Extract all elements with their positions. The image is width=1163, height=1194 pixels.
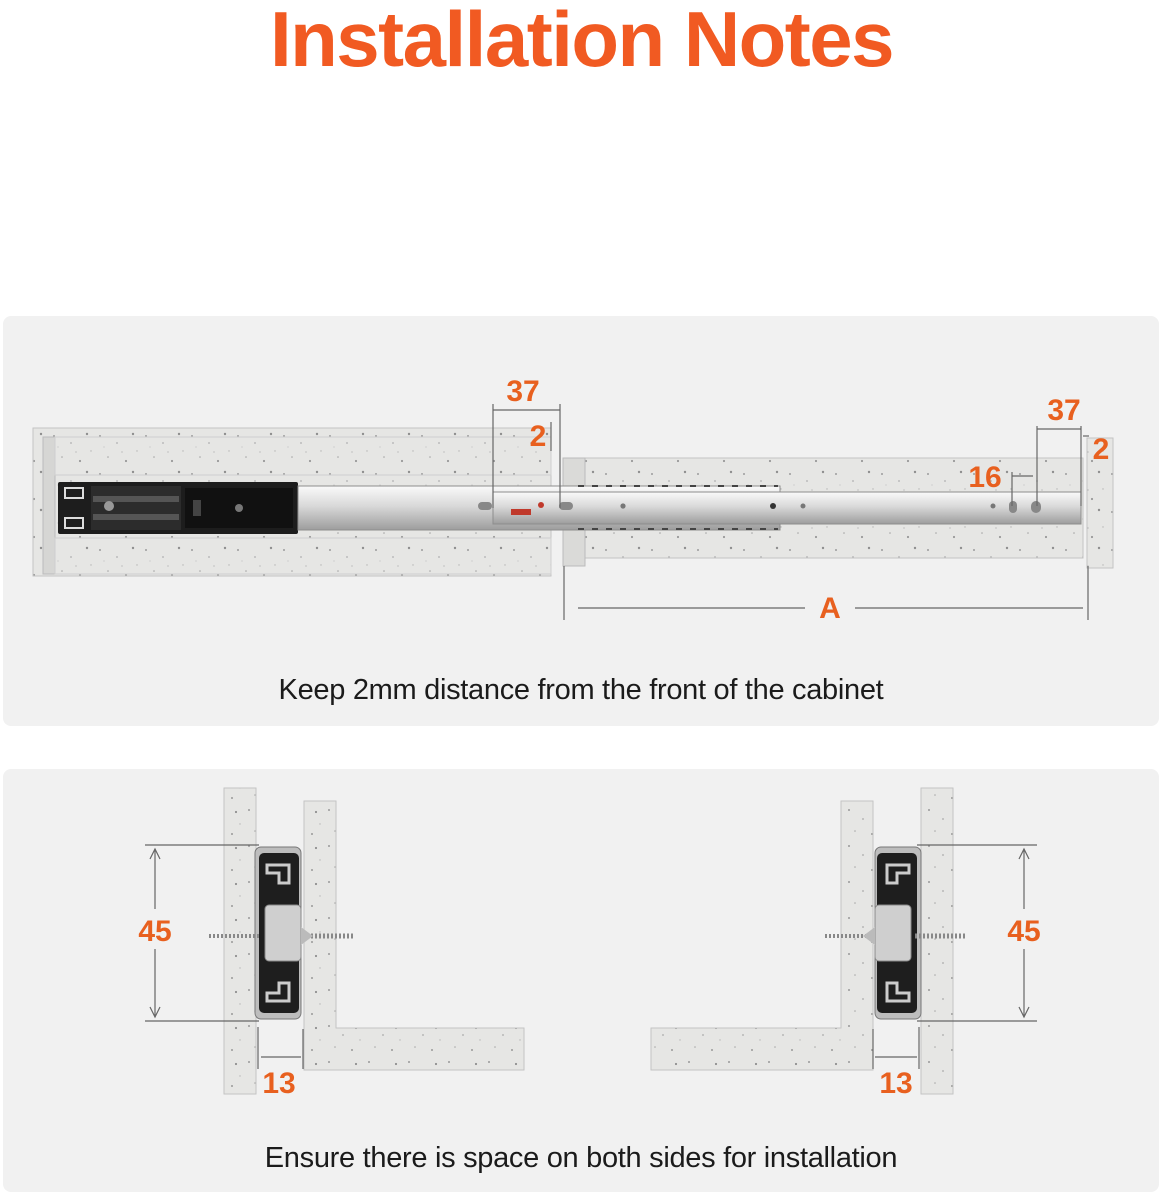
right-dim-13: 13	[879, 1067, 913, 1100]
right-cross-section	[651, 788, 1041, 1100]
page-title: Installation Notes	[269, 0, 894, 83]
dim-2-right: 2	[1092, 433, 1110, 466]
left-dim-45: 45	[138, 915, 172, 948]
slide-side-view-panel	[3, 316, 1159, 726]
left-dim-13: 13	[262, 1067, 296, 1100]
slide-clip-assembly	[58, 482, 298, 534]
slide-side-view-diagram	[3, 316, 1159, 726]
slide-rails	[298, 486, 1081, 530]
dim-37-left: 37	[506, 375, 540, 408]
bottom-caption: Ensure there is space on both sides for installation	[264, 1142, 898, 1174]
top-caption: Keep 2mm distance from the front of the cabinet	[278, 674, 884, 706]
right-dim-45: 45	[1007, 915, 1041, 948]
dim-16: 16	[968, 461, 1002, 494]
slide-cross-section-panel	[3, 769, 1159, 1192]
dim-a: A	[819, 592, 841, 625]
slide-cross-section-diagram	[3, 769, 1159, 1192]
dim-37-right: 37	[1047, 394, 1081, 427]
left-cross-section	[138, 788, 524, 1100]
dim-2-left: 2	[529, 420, 547, 453]
